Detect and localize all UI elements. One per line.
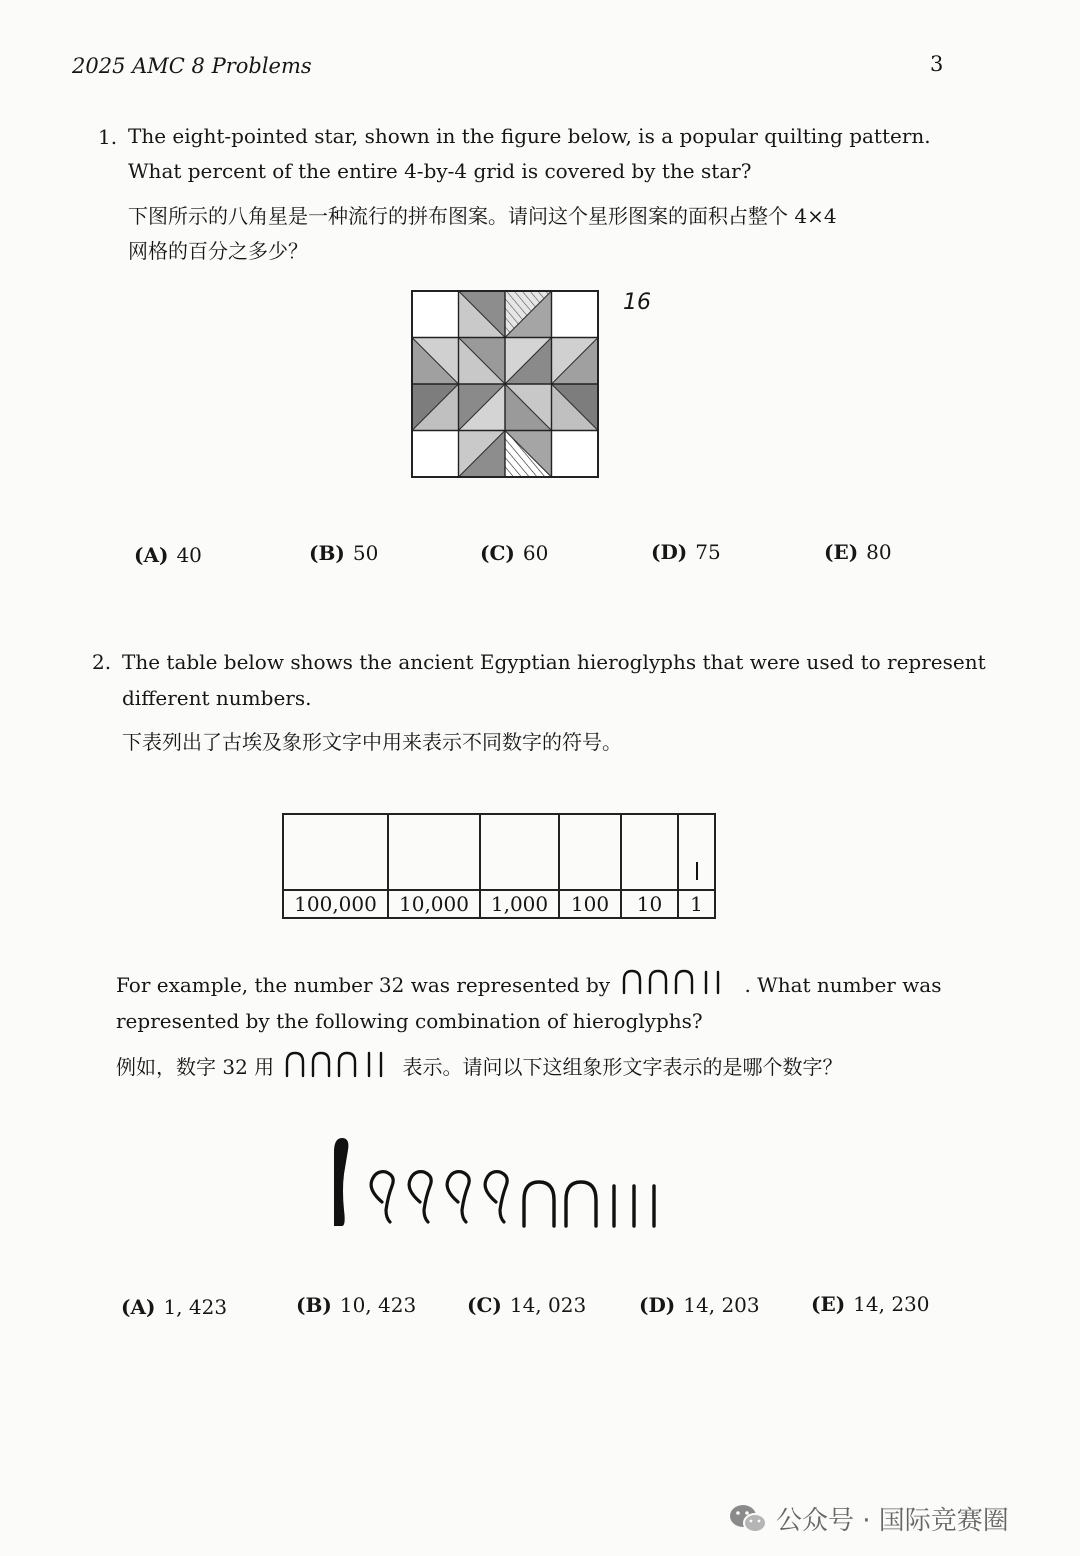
p1-choice-c: (C) 60 [480,541,549,565]
glyph-cell-100 [559,814,621,890]
table-value: 10,000 [388,890,480,918]
example-text-pre: For example, the number 32 was represented by [116,973,611,997]
p1-choice-a: (A) 40 [134,543,202,567]
problem-1-text-line-2: What percent of the entire 4-by-4 grid is covered by the star? [128,159,752,183]
heel-glyph-icon [566,1182,596,1226]
glyph-cell-100000 [283,814,388,890]
example-line-1 [116,968,942,1003]
finger-glyph-icon [334,1138,348,1226]
heel-glyph-icon [524,1182,554,1226]
p1-choice-d: (D) 75 [651,540,721,564]
page-number: 3 [930,52,944,76]
coil-glyph-icon [447,1172,469,1222]
glyph-cell-10 [621,814,678,890]
example-32-hieroglyphs [622,969,742,995]
hieroglyph-combination-figure [320,1130,670,1235]
glyph-cell-10000 [388,814,480,890]
zh-example-32-hieroglyphs [285,1050,403,1078]
problem-1-number: 1. [98,125,118,149]
problem-1-zh-line-1: 下图所示的八角星是一种流行的拼布图案。请问这个星形图案的面积占整个 4×4 [128,204,837,228]
handwritten-note: 16 [623,290,651,315]
problem-1-text-line-1: The eight-pointed star, shown in the figure below, is a popular quilting pattern. [128,124,931,148]
table-value: 100 [559,890,621,918]
problem-2-text-line-1: The table below shows the ancient Egyptian hieroglyphs that were used to represent [122,650,986,674]
coil-glyph-icon [371,1172,393,1222]
zh-example-pre: 例如，数字 32 用 [116,1055,275,1079]
table-value: 1 [678,890,715,918]
wechat-icon [728,1502,768,1536]
stroke-glyph-icon [691,860,703,884]
problem-1-zh-line-2: 网格的百分之多少？ [128,239,308,263]
table-value: 1,000 [480,890,559,918]
problem-2-number: 2. [92,650,112,674]
example-text-post: . What number was [744,973,942,997]
table-value: 100,000 [283,890,388,918]
zh-example-post: 表示。请问以下这组象形文字表示的是哪个数字？ [402,1055,843,1079]
document-title: 2025 AMC 8 Problems [72,54,312,78]
p2-choice-e: (E) 14, 230 [811,1292,930,1316]
problem-2-zh-line-1: 下表列出了古埃及象形文字中用来表示不同数字的符号。 [122,730,622,754]
p2-choice-b: (B) 10, 423 [296,1293,417,1317]
example-line-2: represented by the following combination of hieroglyphs? [116,1009,703,1033]
glyph-cell-1 [678,814,715,890]
watermark [728,1500,1009,1537]
eight-pointed-star-figure [405,285,605,485]
p1-choice-b: (B) 50 [309,541,379,565]
watermark-text: 公众号 · 国际竞赛圈 [776,1506,1009,1536]
problem-2-text-line-2: different numbers. [122,686,312,710]
p2-choice-d: (D) 14, 203 [639,1293,760,1317]
p1-choice-e: (E) 80 [824,540,892,564]
p2-choice-a: (A) 1, 423 [121,1295,228,1319]
coil-glyph-icon [409,1172,431,1222]
table-value: 10 [621,890,678,918]
coil-glyph-icon [485,1172,507,1222]
glyph-cell-1000 [480,814,559,890]
hieroglyph-table [282,813,716,919]
zh-example-line [116,1049,843,1085]
p2-choice-c: (C) 14, 023 [467,1293,587,1317]
